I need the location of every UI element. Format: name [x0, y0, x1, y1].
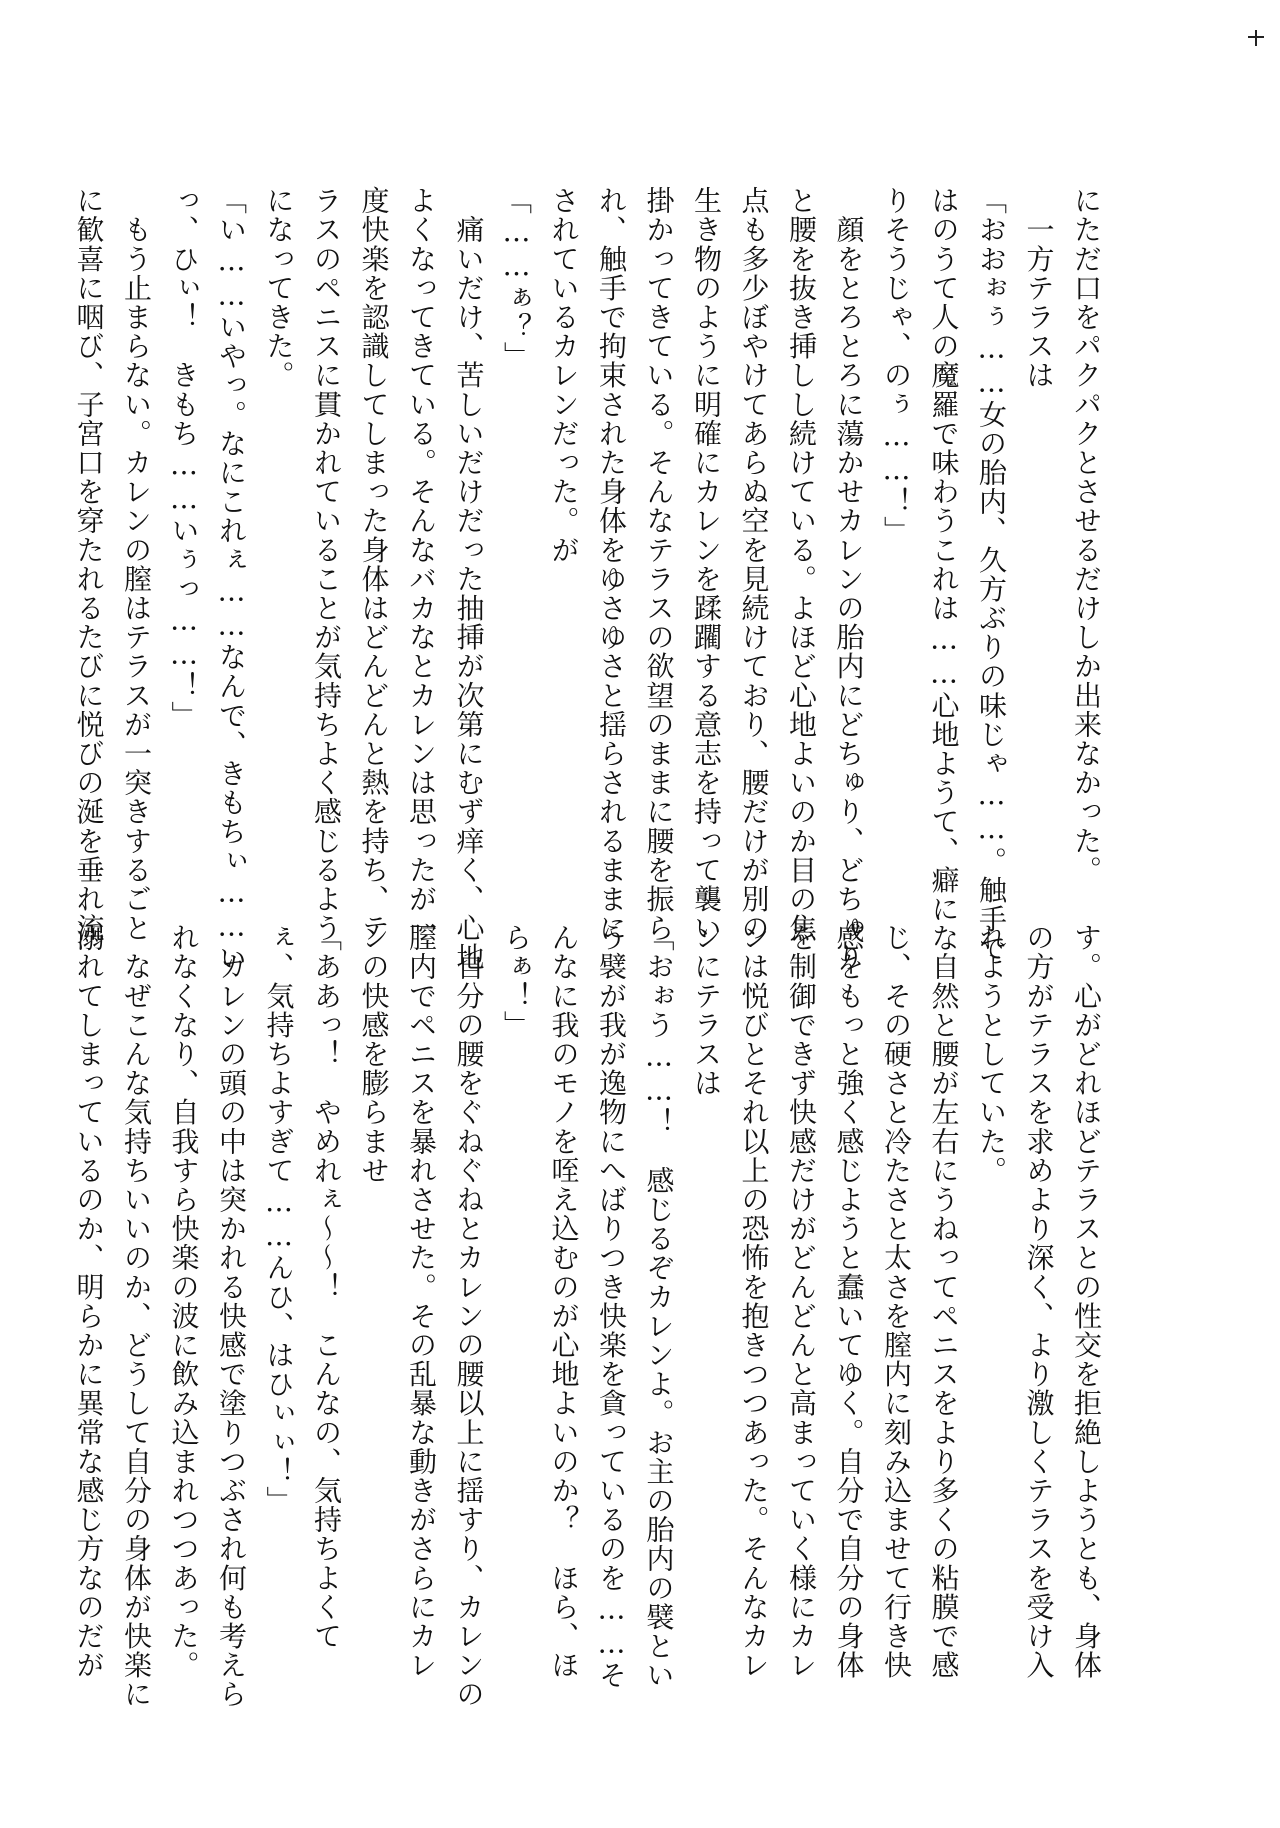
text-line: なぜこんな気持ちいいのか、どうして自分の身体が快楽に [120, 923, 153, 1709]
text-line: ンにテラスは [690, 923, 723, 1098]
text-line: らぁ！」 [500, 923, 533, 1040]
text-line: に歓喜に咽び、子宮口を穿たれるたびに悦びの涎を垂れ流 [72, 186, 106, 943]
text-line: ぇ、気持ちよすぎて……んひ、はひぃぃ！」 [262, 923, 296, 1515]
text-line: 一方テラスは [1022, 186, 1056, 390]
text-line: れなくなり、自我すら快楽の波に飲み込まれつつあった。 [167, 923, 201, 1680]
text-line: じ、その硬さと冷たさと太さを膣内に刻み込ませて行き快 [880, 923, 913, 1680]
upper-text-block [72, 186, 1110, 973]
text-line: 点も多少ぼやけてあらぬ空を見続けており、腰だけが別の [737, 186, 771, 943]
text-line: 「い……いやっ。なにこれぇ……なんで、きもちぃ……い [215, 186, 248, 973]
text-line: りそうじゃ、のぅ……！」 [880, 186, 913, 546]
text-line: を制御できず快感だけがどんどんと高まっていく様にカレ [785, 923, 818, 1680]
text-line: はのうて人の魔羅で味わうこれは……心地ようて、癖にな [927, 186, 961, 953]
text-line: 感をもっと強く感じようと蠢いてゆく。自分で自分の身体 [832, 923, 866, 1680]
text-line: 痛いだけ、苦しいだけだった抽挿が次第にむず痒く、心地 [452, 186, 486, 972]
text-line: 自分の腰をぐねぐねとカレンの腰以上に揺すり、カレンの [452, 923, 486, 1709]
text-line: の方がテラスを求めより深く、より激しくテラスを受け入 [1022, 923, 1056, 1680]
text-line: カレンの頭の中は突かれる快感で塗りつぶされ何も考えら [215, 923, 248, 1709]
text-line: 膣内でペニスを暴れさせた。その乱暴な動きがさらにカレ [405, 923, 438, 1680]
text-line: 度快楽を認識してしまった身体はどんどんと熱を持ち、テ [357, 186, 391, 943]
text-line: う襞が我が逸物にへばりつき快楽を貪っているのを……そ [595, 923, 628, 1690]
text-line: んなに我のモノを咥え込むのが心地よいのか？ ほら、ほ [547, 923, 581, 1680]
text-line: ンの快感を膨らませ [357, 923, 391, 1185]
text-line: っ、ひぃ！ きもち……いぅっ……！」 [167, 186, 201, 730]
text-line: れ、触手で拘束された身体をゆさゆさと揺らされるままに [595, 186, 628, 943]
text-line: 掛かってきている。そんなテラスの欲望のままに腰を振ら [642, 186, 676, 943]
text-line: もう止まらない。カレンの膣はテラスが一突きするごと [120, 186, 153, 943]
text-line: す。心がどれほどテラスとの性交を拒絶しようとも、身体 [1070, 923, 1103, 1680]
text-line: になってきた。 [262, 186, 296, 390]
text-line: 顔をとろとろに蕩かせカレンの胎内にどちゅり、どちゅり [832, 186, 866, 972]
text-line: 生き物のように明確にカレンを蹂躙する意志を持って襲い [690, 186, 723, 943]
text-line: よくなってきている。そんなバカなとカレンは思ったが一 [405, 186, 438, 943]
crop-mark [1255, 30, 1257, 46]
lower-text-block [72, 923, 1110, 1709]
text-line: と腰を抜き挿しし続けている。よほど心地よいのか目の焦 [785, 186, 818, 943]
text-line: 「おおぉぅ……女の胎内、久方ぶりの味じゃ……。触手で [975, 186, 1008, 963]
text-line: ンは悦びとそれ以上の恐怖を抱きつつあった。そんなカレ [737, 923, 771, 1680]
text-line: ラスのペニスに貫かれていることが気持ちよく感じるよう [310, 186, 343, 943]
text-line: されているカレンだった。が [547, 186, 581, 565]
text-line: 溺れてしまっているのか、明らかに異常な感じ方なのだが [72, 923, 106, 1680]
text-line: にただ口をパクパクとさせるだけしか出来なかった。 [1070, 186, 1103, 885]
text-line: れようとしていた。 [975, 923, 1008, 1185]
text-line: 自然と腰が左右にうねってペニスをより多くの粘膜で感 [927, 923, 961, 1680]
text-line: 「おぉう……！ 感じるぞカレンよ。お主の胎内の襞とい [642, 923, 676, 1690]
text-line: 「……ぁ？」 [500, 186, 533, 371]
text-line: 「ああっ！ やめれぇ〜〜！ こんなの、気持ちよくて [310, 923, 343, 1651]
